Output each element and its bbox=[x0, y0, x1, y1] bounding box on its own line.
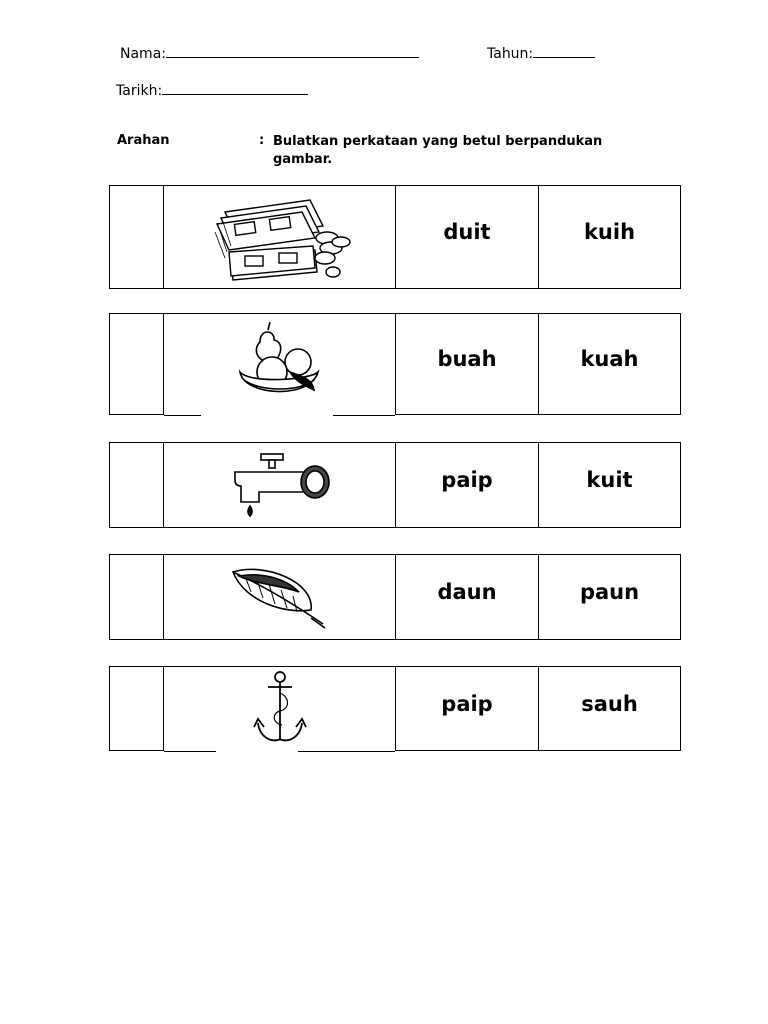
picture-cell bbox=[164, 555, 396, 639]
exercise-row-4 bbox=[109, 554, 681, 640]
money-icon bbox=[205, 192, 355, 282]
water-tap-icon bbox=[225, 450, 335, 520]
word-option-right[interactable] bbox=[539, 314, 680, 415]
fruit-basket-icon bbox=[230, 320, 330, 410]
answer-number-cell bbox=[110, 314, 164, 415]
answer-number-cell bbox=[110, 443, 164, 527]
exercise-row-3 bbox=[109, 442, 681, 528]
word-option-left[interactable] bbox=[396, 555, 539, 639]
word-option-2-right[interactable]: kuah bbox=[580, 347, 639, 371]
tarikh-field bbox=[116, 81, 308, 99]
exercise-row-5 bbox=[109, 666, 681, 751]
word-option-2-left[interactable]: buah bbox=[437, 347, 497, 371]
word-option-3-right[interactable]: kuit bbox=[586, 468, 633, 492]
word-option-5-left[interactable]: paip bbox=[441, 691, 493, 716]
picture-cell bbox=[164, 186, 396, 288]
word-option-left[interactable] bbox=[396, 314, 539, 415]
word-option-left[interactable] bbox=[396, 667, 539, 751]
answer-number-cell bbox=[110, 186, 164, 288]
word-option-1-right[interactable]: kuih bbox=[583, 220, 636, 244]
word-option-3-left[interactable]: paip bbox=[441, 468, 493, 492]
word-option-right[interactable] bbox=[539, 667, 680, 751]
tarikh-blank-line[interactable] bbox=[162, 81, 308, 95]
exercise-row-2 bbox=[109, 313, 681, 415]
word-option-left[interactable] bbox=[396, 443, 539, 527]
word-option-right[interactable] bbox=[539, 443, 680, 527]
tarikh-label: Tarikh: bbox=[116, 83, 163, 99]
word-option-4-right[interactable]: paun bbox=[579, 580, 640, 604]
tahun-field bbox=[487, 44, 595, 62]
nama-blank-line[interactable] bbox=[166, 44, 419, 58]
anchor-icon bbox=[250, 669, 310, 749]
picture-cell bbox=[164, 314, 396, 415]
word-option-4-left[interactable]: daun bbox=[437, 580, 497, 604]
exercise-row-1 bbox=[109, 185, 681, 289]
tahun-blank-line[interactable] bbox=[533, 44, 595, 58]
instruction-colon: : bbox=[259, 133, 265, 148]
tahun-label: Tahun: bbox=[487, 46, 534, 62]
picture-cell bbox=[164, 443, 396, 527]
word-option-right[interactable] bbox=[539, 555, 680, 639]
answer-number-cell bbox=[110, 667, 164, 751]
instruction-text: Bulatkan perkataan yang betul berpandukan gambar. bbox=[273, 134, 603, 167]
leaf-icon bbox=[225, 562, 335, 632]
word-option-1-left[interactable]: duit bbox=[443, 220, 491, 244]
word-option-left[interactable] bbox=[396, 186, 539, 288]
nama-field bbox=[120, 44, 419, 62]
picture-cell bbox=[164, 667, 396, 751]
nama-label: Nama: bbox=[120, 46, 166, 62]
word-option-right[interactable] bbox=[539, 186, 680, 288]
answer-number-cell bbox=[110, 555, 164, 639]
word-option-5-right[interactable]: sauh bbox=[581, 691, 638, 716]
instruction-label: Arahan bbox=[117, 133, 170, 148]
